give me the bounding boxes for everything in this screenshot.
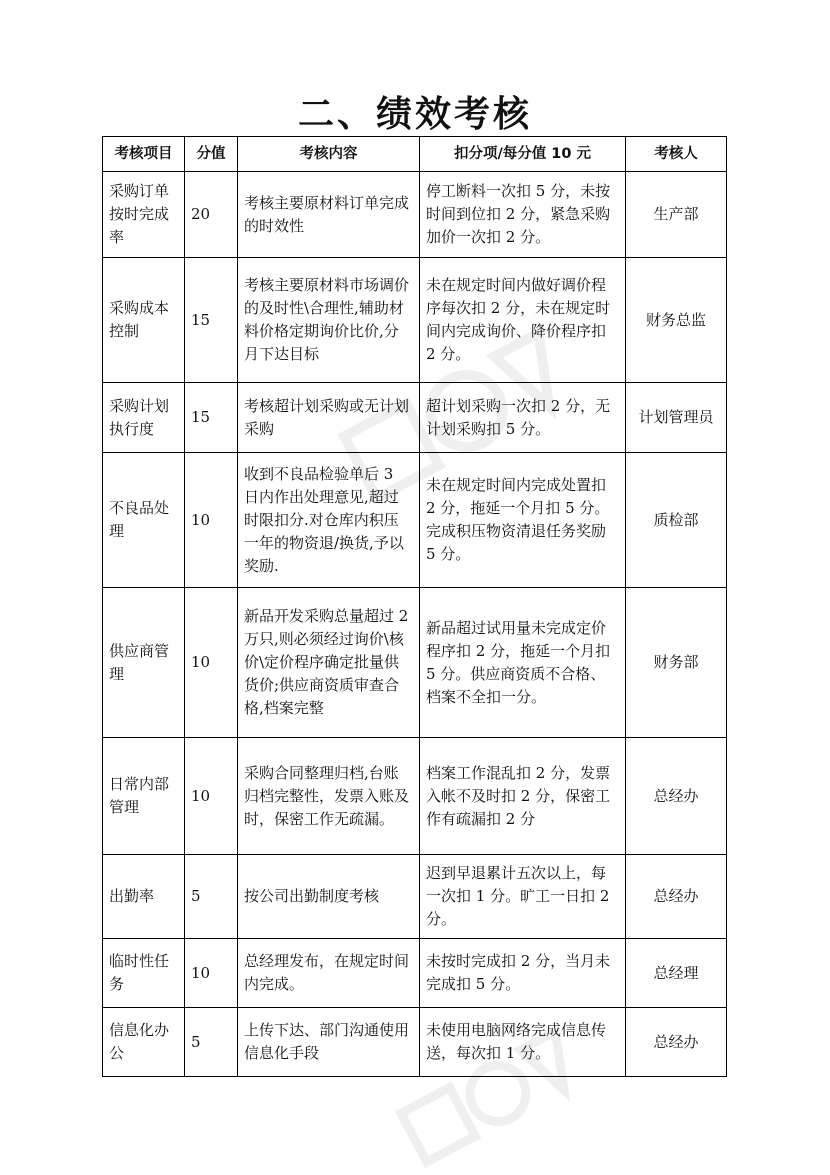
table-row xyxy=(103,383,727,453)
header-assessor: 考核人 xyxy=(626,137,727,172)
row-item: 信息化办公 xyxy=(103,1008,185,1077)
table-header-row xyxy=(103,137,727,172)
row-item: 供应商管理 xyxy=(103,588,185,738)
table-row xyxy=(103,1008,727,1077)
row-score: 20 xyxy=(185,172,238,258)
row-score: 5 xyxy=(185,1008,238,1077)
row-item: 采购计划执行度 xyxy=(103,383,185,453)
table-row xyxy=(103,855,727,939)
row-deduction: 未按时完成扣 2 分，当月未完成扣 5 分。 xyxy=(420,939,626,1008)
row-assessor: 总经办 xyxy=(626,855,727,939)
performance-table xyxy=(102,136,727,1077)
row-assessor: 计划管理员 xyxy=(626,383,727,453)
row-content: 考核主要原材料订单完成的时效性 xyxy=(238,172,420,258)
row-content: 考核主要原材料市场调价的及时性\合理性,辅助材料价格定期询价比价,分月下达目标 xyxy=(238,258,420,383)
table-row xyxy=(103,738,727,855)
row-assessor: 总经办 xyxy=(626,738,727,855)
row-assessor: 财务部 xyxy=(626,588,727,738)
table-row xyxy=(103,172,727,258)
table-row xyxy=(103,258,727,383)
row-score: 15 xyxy=(185,383,238,453)
page-title: 二、绩效考核 xyxy=(297,94,532,135)
row-item: 临时性任务 xyxy=(103,939,185,1008)
row-content: 采购合同整理归档,台账归档完整性，发票入账及时，保密工作无疏漏。 xyxy=(238,738,420,855)
row-assessor: 财务总监 xyxy=(626,258,727,383)
row-assessor: 总经办 xyxy=(626,1008,727,1077)
row-deduction: 超计划采购一次扣 2 分，无计划采购扣 5 分。 xyxy=(420,383,626,453)
row-item: 采购成本控制 xyxy=(103,258,185,383)
row-deduction: 新品超过试用量未完成定价程序扣 2 分，拖延一个月扣 5 分。供应商资质不合格、档案不全扣一分。 xyxy=(420,588,626,738)
header-deduction: 扣分项/每分值 10 元 xyxy=(420,137,626,172)
row-content: 收到不良品检验单后 3 日内作出处理意见,超过时限扣分.对仓库内积压一年的物资退/换货,予以奖励. xyxy=(238,453,420,588)
row-deduction: 停工断料一次扣 5 分，未按时间到位扣 2 分，紧急采购加价一次扣 2 分。 xyxy=(420,172,626,258)
row-assessor: 质检部 xyxy=(626,453,727,588)
row-content: 按公司出勤制度考核 xyxy=(238,855,420,939)
row-item: 出勤率 xyxy=(103,855,185,939)
row-assessor: 总经理 xyxy=(626,939,727,1008)
header-score: 分值 xyxy=(185,137,238,172)
row-content: 新品开发采购总量超过 2 万只,则必须经过询价\核价\定价程序确定批量供货价;供应商资质审查合格,档案完整 xyxy=(238,588,420,738)
row-item: 日常内部管理 xyxy=(103,738,185,855)
table-row xyxy=(103,588,727,738)
row-deduction: 迟到早退累计五次以上，每一次扣 1 分。旷工一日扣 2 分。 xyxy=(420,855,626,939)
row-item: 不良品处理 xyxy=(103,453,185,588)
row-score: 10 xyxy=(185,738,238,855)
row-score: 15 xyxy=(185,258,238,383)
row-score: 5 xyxy=(185,855,238,939)
header-item: 考核项目 xyxy=(103,137,185,172)
row-content: 总经理发布，在规定时间内完成。 xyxy=(238,939,420,1008)
table-row xyxy=(103,939,727,1008)
row-score: 10 xyxy=(185,939,238,1008)
row-score: 10 xyxy=(185,588,238,738)
table-row xyxy=(103,453,727,588)
row-deduction: 档案工作混乱扣 2 分，发票入帐不及时扣 2 分，保密工作有疏漏扣 2 分 xyxy=(420,738,626,855)
row-item: 采购订单按时完成率 xyxy=(103,172,185,258)
header-content: 考核内容 xyxy=(238,137,420,172)
row-content: 考核超计划采购或无计划采购 xyxy=(238,383,420,453)
row-deduction: 未在规定时间内做好调价程序每次扣 2 分，未在规定时间内完成询价、降价程序扣 2 分。 xyxy=(420,258,626,383)
row-deduction: 未使用电脑网络完成信息传送，每次扣 1 分。 xyxy=(420,1008,626,1077)
row-content: 上传下达、部门沟通使用信息化手段 xyxy=(238,1008,420,1077)
row-assessor: 生产部 xyxy=(626,172,727,258)
row-deduction: 未在规定时间内完成处置扣 2 分，拖延一个月扣 5 分。完成积压物资清退任务奖励 5 分。 xyxy=(420,453,626,588)
row-score: 10 xyxy=(185,453,238,588)
